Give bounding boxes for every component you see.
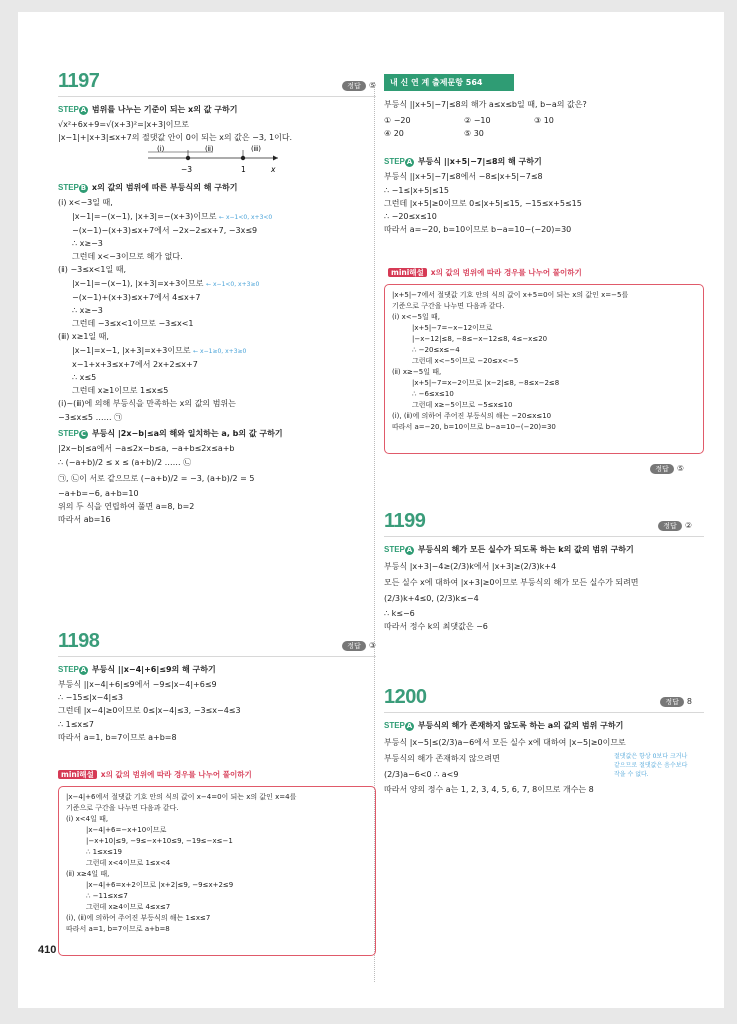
text-line: 부등식 ||x+5|−7|≤8에서 −8≤|x+5|−7≤8 bbox=[384, 172, 543, 182]
text-line: (2/3)a−6<0 ∴ a<9 bbox=[384, 770, 459, 779]
case-heading: (ⅱ) −3≤x<1일 때, bbox=[58, 265, 127, 275]
step-title: x의 값의 범위에 따른 부등식의 해 구하기 bbox=[91, 183, 238, 193]
text-line: |x+5|−7에서 절댓값 기호 안의 식의 값이 x+5=0이 되는 x의 값인 x=−5를 bbox=[392, 291, 629, 299]
case-heading: (ⅰ) x<−5일 때, bbox=[392, 313, 440, 321]
text-line: ∴ (−a+b)/2 ≤ x ≤ (a+b)/2 …… ㉡ bbox=[58, 458, 192, 468]
text-line: 따라서 양의 정수 a는 1, 2, 3, 4, 5, 6, 7, 8이므로 개수는 8 bbox=[384, 785, 594, 794]
text-line: ∴ x≥−3 bbox=[72, 239, 103, 249]
text-line: ∴ −11≤x≤7 bbox=[86, 892, 128, 900]
case-label: (ⅱ) bbox=[205, 145, 214, 154]
text-line: 그런데 x≥−5이므로 −5≤x≤10 bbox=[412, 401, 513, 409]
text-line: √x²+6x+9=√(x+3)²=|x+3|이므로 bbox=[58, 120, 189, 129]
text-line: 따라서 a=1, b=7이므로 a+b=8 bbox=[58, 732, 177, 742]
margin-note-line: 작을 수 없다. bbox=[614, 771, 649, 778]
linked-problem-banner: 내 신 연 계 출제문항 564 bbox=[384, 74, 514, 91]
text-line: 따라서 정수 k의 최댓값은 −6 bbox=[384, 622, 488, 632]
text-line: |x−4|+6에서 절댓값 기호 안의 식의 값이 x−4=0이 되는 x의 값인 x=4를 bbox=[66, 793, 297, 801]
text-line: 모든 실수 x에 대하여 |x+3|≥0이므로 부등식의 해가 모든 실수가 되려면 bbox=[384, 578, 639, 587]
side-note: ← x−1≥0, x+3≥0 bbox=[193, 347, 247, 355]
tick-label: −3 bbox=[181, 165, 193, 175]
answer-badge bbox=[658, 521, 692, 531]
side-note: ← x−1<0, x+3<0 bbox=[219, 213, 273, 221]
step-a-heading: STEP A 부등식 ||x+5|−7|≤8의 해 구하기 bbox=[384, 157, 542, 167]
problem-1197-body bbox=[58, 102, 376, 527]
answer-tag: 정답 bbox=[660, 697, 684, 707]
answer-value: ⑤ bbox=[676, 464, 684, 473]
text-line: ∴ 1≤x≤19 bbox=[86, 848, 122, 856]
mini-title: x의 값의 범위에 따라 경우를 나누어 풀이하기 bbox=[100, 770, 252, 779]
problem-1200-header bbox=[384, 686, 704, 713]
step-a-heading: STEP A 범위를 나누는 기준이 되는 x의 값 구하기 bbox=[58, 105, 238, 114]
text-line: ∴ x≤5 bbox=[72, 373, 97, 383]
case-label: (ⅰ) bbox=[157, 145, 165, 154]
problem-number: 1199 bbox=[384, 510, 426, 532]
answer-tag: 정답 bbox=[650, 464, 674, 474]
step-title: 부등식 ||x−4|+6|≤9의 해 구하기 bbox=[91, 665, 216, 674]
point-marker bbox=[186, 156, 190, 160]
step-letter: A bbox=[406, 722, 413, 730]
text-line: −3≤x≤5 …… ㉠ bbox=[58, 412, 123, 422]
mini-solution-box bbox=[58, 786, 376, 956]
text-line: (ⅰ), (ⅱ)에 의하여 주어진 부등식의 해는 −20≤x≤10 bbox=[392, 412, 552, 420]
text-line bbox=[58, 210, 376, 224]
text-line: x−1+x+3≤x+7에서 2x+2≤x+7 bbox=[72, 359, 198, 369]
page bbox=[18, 12, 724, 1008]
text-line: 따라서 a=−20, b=10이므로 b−a=10−(−20)=30 bbox=[384, 225, 572, 235]
text-line: 그런데 |x−4|≥0이므로 0≤|x−4|≤3, −3≤x−4≤3 bbox=[58, 706, 241, 716]
step-title: 부등식의 해가 모든 실수가 되도록 하는 k의 값의 범위 구하기 bbox=[417, 545, 634, 554]
text-line: 기준으로 구간을 나누면 다음과 같다. bbox=[392, 302, 505, 310]
text-line: |x−1|+|x+3|≤x+7의 절댓값 안이 0이 되는 x의 값은 −3, 1이다. bbox=[58, 133, 293, 143]
problem-1197-header bbox=[58, 70, 376, 97]
answer-badge bbox=[650, 464, 684, 474]
question-text: 부등식 ||x+5|−7|≤8의 해가 a≤x≤b일 때, b−a의 값은? bbox=[384, 100, 587, 109]
text-line: |2x−b|≤a에서 −a≤2x−b≤a, −a+b≤2x≤a+b bbox=[58, 443, 235, 453]
choice: ⑤ 30 bbox=[464, 129, 484, 139]
step-c-heading: STEP C 부등식 |2x−b|≤a의 해와 일치하는 a, b의 값 구하기 bbox=[58, 428, 283, 438]
page-number: 410 bbox=[38, 944, 57, 956]
problem-1198-body bbox=[58, 662, 376, 744]
case-heading: (ⅰ) x<−3일 때, bbox=[58, 198, 113, 208]
case-heading: (ⅲ) x≥1일 때, bbox=[58, 332, 109, 342]
answer-badge bbox=[342, 641, 376, 651]
answer-value: 8 bbox=[686, 697, 692, 706]
text-line: ∴ −15≤|x−4|≤3 bbox=[58, 693, 123, 703]
step-title: 부등식 |2x−b|≤a의 해와 일치하는 a, b의 값 구하기 bbox=[91, 428, 283, 438]
text-line: (2/3)k+4≤0, (2/3)k≤−4 bbox=[384, 594, 479, 603]
tick-label: 1 bbox=[241, 165, 246, 175]
text: |x−1|=−(x−1), |x+3|=x+3이므로 bbox=[72, 278, 204, 288]
text-line: ∴ −6≤x≤10 bbox=[412, 390, 454, 398]
choices-row bbox=[384, 127, 704, 140]
text-line: −(x−1)−(x+3)≤x+7에서 −2x−2≤x+7, −3x≤9 bbox=[72, 225, 258, 235]
problem-number: 1198 bbox=[58, 630, 100, 652]
point-marker bbox=[241, 156, 245, 160]
text-line: 따라서 ab=16 bbox=[58, 515, 111, 525]
margin-note-line: 같으므로 절댓값은 음수보다 bbox=[614, 762, 688, 769]
answer-value: ③ bbox=[368, 641, 376, 650]
step-b-heading: STEP B x의 값의 범위에 따른 부등식의 해 구하기 bbox=[58, 183, 238, 193]
text-line: |x+5|−7=x−2이므로 |x−2|≤8, −8≤x−2≤8 bbox=[412, 379, 560, 387]
text-line: |−x+10|≤9, −9≤−x+10≤9, −19≤−x≤−1 bbox=[86, 837, 233, 845]
step-letter: A bbox=[80, 666, 87, 674]
text-line: |−x−12|≤8, −8≤−x−12≤8, 4≤−x≤20 bbox=[412, 335, 548, 343]
case-heading: (ⅱ) x≥4일 때, bbox=[66, 870, 110, 878]
text-line: −(x−1)+(x+3)≤x+7에서 4≤x+7 bbox=[72, 292, 201, 302]
answer-badge bbox=[660, 697, 692, 707]
text-line: 그런데 x<4이므로 1≤x<4 bbox=[86, 859, 171, 867]
mini-label: mini해설 bbox=[388, 268, 427, 277]
text-line: 그런데 x≥1이므로 1≤x≤5 bbox=[72, 386, 169, 396]
number-line-diagram bbox=[143, 144, 283, 178]
text-line: 그런데 x≥4이므로 4≤x≤7 bbox=[86, 903, 171, 911]
step-letter: A bbox=[406, 546, 413, 554]
step-letter: A bbox=[80, 106, 87, 114]
step-a-heading: STEP A 부등식의 해가 모든 실수가 되도록 하는 k의 값의 범위 구하기 bbox=[384, 545, 634, 554]
text-line: 따라서 a=1, b=7이므로 a+b=8 bbox=[66, 925, 170, 933]
text-line: 그런데 x<−3이므로 해가 없다. bbox=[72, 252, 183, 262]
choice: ④ 20 bbox=[384, 129, 404, 139]
text-line: 부등식 ||x−4|+6|≤9에서 −9≤|x−4|+6≤9 bbox=[58, 680, 217, 689]
case-heading: (ⅰ) x<4일 때, bbox=[66, 815, 109, 823]
choices-row bbox=[384, 114, 704, 127]
step-title: 부등식 ||x+5|−7|≤8의 해 구하기 bbox=[417, 157, 542, 167]
answer-tag: 정답 bbox=[342, 81, 366, 91]
text-line: |x−4|+6=x+2이므로 |x+2|≤9, −9≤x+2≤9 bbox=[86, 881, 234, 889]
text-line: 부등식 |x−5|≤(2/3)a−6에서 모든 실수 x에 대하여 |x−5|≥0이므로 bbox=[384, 738, 626, 747]
problem-number: 1200 bbox=[384, 686, 427, 708]
choice: ① −20 bbox=[384, 116, 411, 125]
text-line: 위의 두 식을 연립하여 풀면 a=8, b=2 bbox=[58, 502, 195, 512]
case-label: (ⅲ) bbox=[251, 145, 261, 154]
step-a-heading: STEP A 부등식 ||x−4|+6|≤9의 해 구하기 bbox=[58, 665, 216, 674]
answer-tag: 정답 bbox=[658, 521, 682, 531]
linked-problem-564 bbox=[384, 96, 704, 236]
mini-solution-box bbox=[384, 284, 704, 454]
text-line: ∴ k≤−6 bbox=[384, 609, 415, 618]
text-line: (ⅰ), (ⅱ)에 의하여 주어진 부등식의 해는 1≤x≤7 bbox=[66, 914, 211, 922]
choice: ② −10 bbox=[464, 116, 491, 125]
problem-1199-header bbox=[384, 510, 704, 537]
choice: ③ 10 bbox=[534, 116, 554, 125]
text-line: |x−4|+6=−x+10이므로 bbox=[86, 826, 167, 834]
step-letter: B bbox=[80, 184, 87, 193]
step-letter: A bbox=[406, 158, 413, 167]
text-line: 그런데 |x+5|≥0이므로 0≤|x+5|≤15, −15≤x+5≤15 bbox=[384, 198, 582, 208]
margin-note-line: 절댓값은 항상 0보다 크거나 bbox=[614, 753, 688, 760]
text-line: 부등식 |x+3|−4≥(2/3)k에서 |x+3|≥(2/3)k+4 bbox=[384, 562, 557, 571]
text-line: (ⅰ)~(ⅲ)에 의해 부등식을 만족하는 x의 값의 범위는 bbox=[58, 399, 236, 409]
mini-title: x의 값의 범위에 따라 경우를 나누어 풀이하기 bbox=[430, 268, 582, 277]
text-line: ∴ −20≤x≤−4 bbox=[412, 346, 460, 354]
step-letter: C bbox=[80, 429, 86, 438]
mini-label: mini해설 bbox=[58, 770, 97, 779]
text-line: ∴ −20≤x≤10 bbox=[384, 212, 437, 222]
text-line: ∴ −1≤|x+5|≤15 bbox=[384, 185, 449, 195]
text-line: ㉠, ㉡이 서로 같으므로 (−a+b)/2 = −3, (a+b)/2 = 5 bbox=[58, 474, 255, 484]
answer-value: ② bbox=[684, 521, 692, 530]
step-a-heading: STEP A 부등식의 해가 존재하지 않도록 하는 a의 값의 범위 구하기 bbox=[384, 721, 624, 730]
answer-badge bbox=[342, 81, 376, 91]
text: |x−1|=−(x−1), |x+3|=−(x+3)이므로 bbox=[72, 211, 217, 221]
side-note: ← x−1<0, x+3≥0 bbox=[206, 280, 260, 288]
text-line: ∴ x≥−3 bbox=[72, 306, 103, 316]
problem-1198-header bbox=[58, 630, 376, 657]
text-line: 기준으로 구간을 나누면 다음과 같다. bbox=[66, 804, 179, 812]
text-line: −a+b=−6, a+b=10 bbox=[58, 489, 139, 499]
text-line bbox=[58, 277, 376, 291]
text-line: 그런데 −3≤x<1이므로 −3≤x<1 bbox=[72, 319, 194, 329]
text-line: 부등식의 해가 존재하지 않으려면 bbox=[384, 754, 500, 763]
text-line: ∴ 1≤x≤7 bbox=[58, 719, 94, 729]
problem-number: 1197 bbox=[58, 70, 100, 92]
text-line: |x+5|−7=−x−12이므로 bbox=[412, 324, 493, 332]
answer-value: ⑤ bbox=[368, 81, 376, 90]
text-line bbox=[58, 344, 376, 358]
mini-solution-heading bbox=[58, 768, 252, 782]
case-heading: (ⅱ) x≥−5일 때, bbox=[392, 368, 442, 376]
axis-label: x bbox=[271, 165, 276, 175]
text-line: 그런데 x<−5이므로 −20≤x<−5 bbox=[412, 357, 519, 365]
text-line: 따라서 a=−20, b=10이므로 b−a=10−(−20)=30 bbox=[392, 423, 556, 431]
margin-note bbox=[614, 752, 687, 779]
arrow-head bbox=[273, 156, 278, 161]
answer-tag: 정답 bbox=[342, 641, 366, 651]
mini-solution-heading bbox=[388, 266, 582, 280]
step-title: 부등식의 해가 존재하지 않도록 하는 a의 값의 범위 구하기 bbox=[417, 721, 624, 730]
text: |x−1|=x−1, |x+3|=x+3이므로 bbox=[72, 345, 191, 355]
problem-1199-body bbox=[384, 542, 704, 633]
step-title: 범위를 나누는 기준이 되는 x의 값 구하기 bbox=[91, 105, 238, 114]
